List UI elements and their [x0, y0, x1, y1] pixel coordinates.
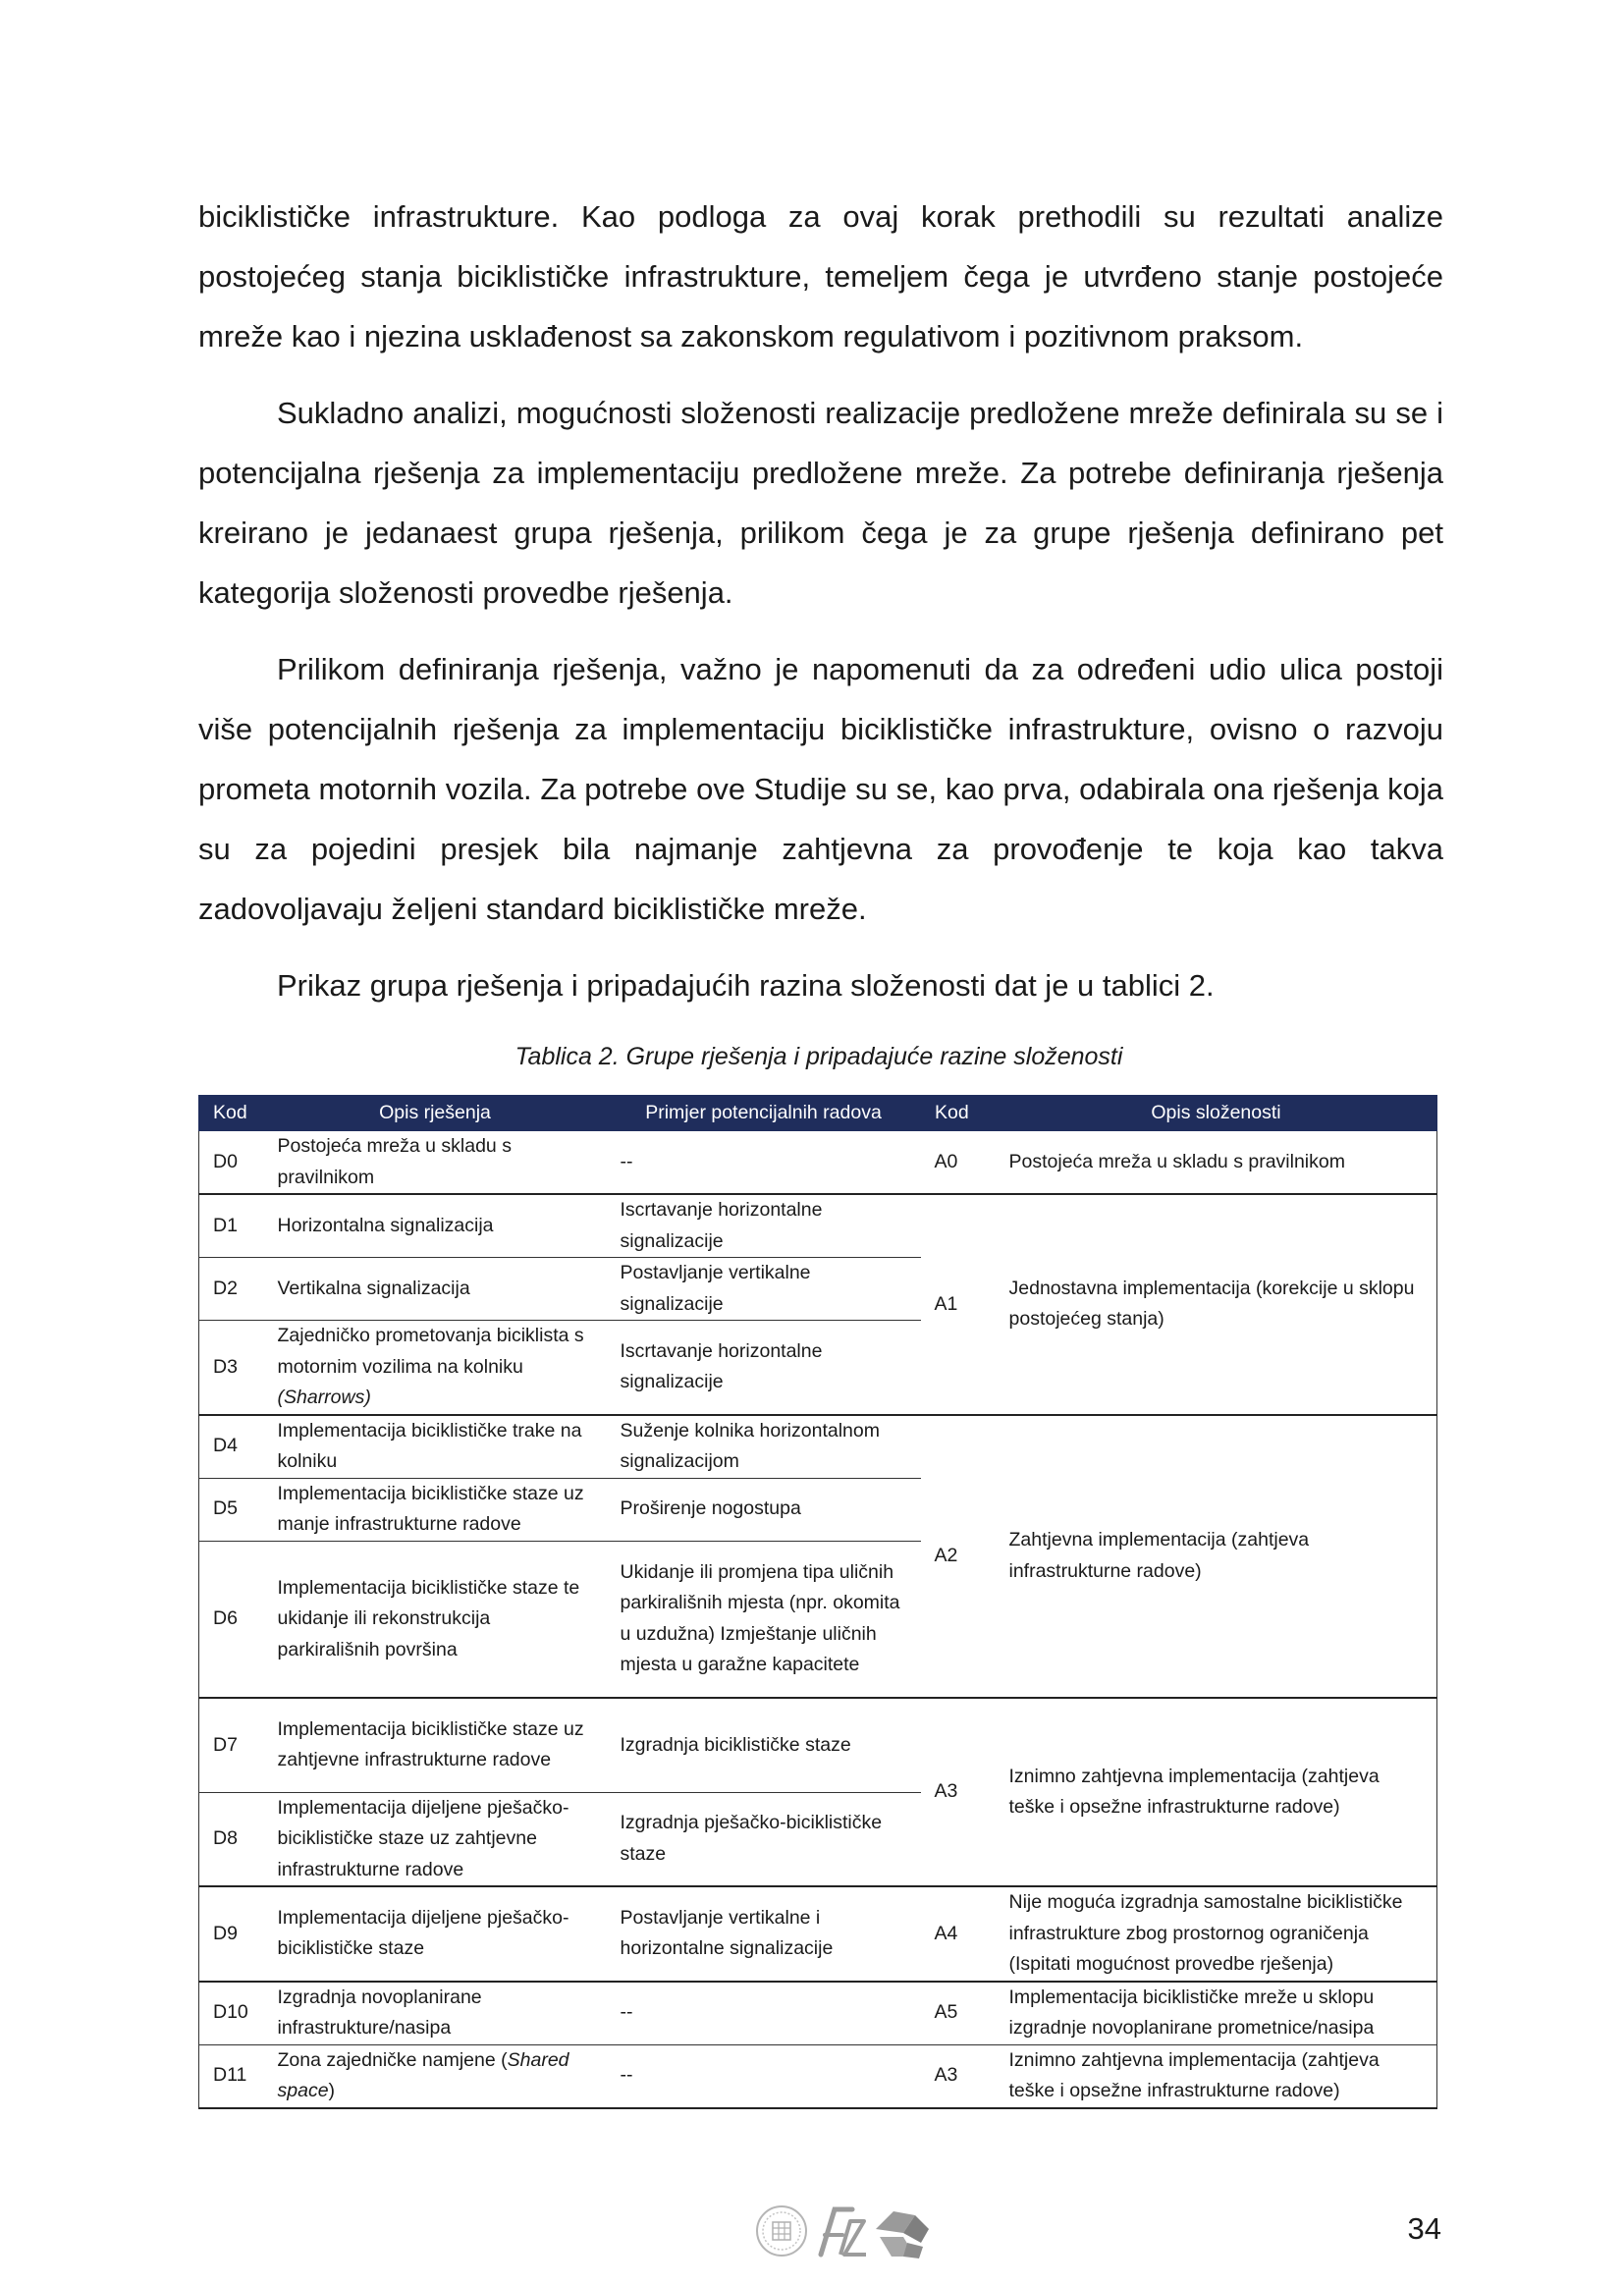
row-description-cell	[264, 2044, 607, 2108]
page-number: 34	[1407, 2211, 1441, 2246]
table-row	[199, 1415, 1437, 1479]
row-example: Izgradnja biciklističke staze	[607, 1698, 921, 1792]
row-code: D4	[199, 1415, 264, 1479]
paragraph-3: Prilikom definiranja rješenja, važno je napomenuti da za određeni udio ulica postoji više potencijalnih rješenja za implementaciju biciklističke infrastrukture, ovisno o razvoju prometa motornih vozila. Za potrebe ove Studije su se, kao prva, odabirala ona rješenja koja su za pojedini presjek bila najmanje zahtjevna za provođenje te koja kao takva zadovoljavaju željeni standard biciklističke mreže.	[198, 652, 1443, 926]
complexity-code: A3	[921, 1698, 996, 1886]
table-row	[199, 1194, 1437, 1258]
table-header-row	[199, 1096, 1437, 1131]
table-row	[199, 2044, 1437, 2108]
row-description: Implementacija dijeljene pješačko-biciklističke staze uz zahtjevne infrastrukturne radove	[264, 1792, 607, 1886]
row-example: Suženje kolnika horizontalnom signalizacijom	[607, 1415, 921, 1479]
header-kod: Kod	[199, 1096, 264, 1131]
row-example: --	[607, 1131, 921, 1195]
row-description: Postojeća mreža u skladu s pravilnikom	[264, 1131, 607, 1195]
row-example: Postavljanje vertikalne i horizontalne signalizacije	[607, 1886, 921, 1982]
row-code: D10	[199, 1982, 264, 2045]
faculty-fpz-logo-icon	[821, 2209, 866, 2255]
complexity-code: A0	[921, 1131, 996, 1195]
table-row	[199, 1982, 1437, 2045]
paragraph-1: biciklističke infrastrukture. Kao podloga za ovaj korak prethodili su rezultati analize postojećeg stanja biciklističke infrastrukture, temeljem čega je utvrđeno stanje postojeće mreže kao i njezina usklađenost sa zakonskom regulativom i pozitivnom praksom.	[198, 199, 1443, 354]
complexity-description: Postojeća mreža u skladu s pravilnikom	[996, 1131, 1437, 1195]
row-example: Ukidanje ili promjena tipa uličnih parkirališnih mjesta (npr. okomita u uzdužna) Izmještanje uličnih mjesta u garažne kapacitete	[607, 1541, 921, 1698]
header-opis-slozenosti: Opis složenosti	[996, 1096, 1437, 1131]
paragraph-4: Prikaz grupa rješenja i pripadajućih razina složenosti dat je u tablici 2.	[277, 968, 1215, 1003]
header-primjer-radova: Primjer potencijalnih radova	[607, 1096, 921, 1131]
row-description: Zajedničko prometovanja biciklista s motornim vozilima na kolniku	[277, 1325, 584, 1378]
row-description-italic: (Sharrows)	[277, 1387, 371, 1408]
complexity-code: A3	[921, 2044, 996, 2108]
complexity-code: A5	[921, 1982, 996, 2045]
row-code: D0	[199, 1131, 264, 1195]
table-caption: Tablica 2. Grupe rješenja i pripadajuće razine složenosti	[514, 1043, 1123, 1070]
complexity-description: Iznimno zahtjevna implementacija (zahtjeva teške i opsežne infrastrukturne radove)	[996, 1698, 1437, 1886]
row-description: Implementacija biciklističke staze uz zahtjevne infrastrukturne radove	[264, 1698, 607, 1792]
complexity-description: Implementacija biciklističke mreže u sklopu izgradnje novoplanirane prometnice/nasipa	[996, 1982, 1437, 2045]
row-code: D8	[199, 1792, 264, 1886]
row-description: Izgradnja novoplanirane infrastrukture/nasipa	[264, 1982, 607, 2045]
header-opis-rjesenja: Opis rješenja	[264, 1096, 607, 1131]
row-description-italic: Shared space	[277, 2048, 569, 2101]
complexity-code: A4	[921, 1886, 996, 1982]
row-example: Iscrtavanje horizontalne signalizacije	[607, 1321, 921, 1415]
table-row	[199, 1131, 1437, 1195]
complexity-description: Nije moguća izgradnja samostalne biciklističke infrastrukture zbog prostornog ograničenja (Ispitati mogućnost provedbe rješenja)	[996, 1886, 1437, 1982]
complexity-description: Zahtjevna implementacija (zahtjeva infrastrukturne radove)	[996, 1415, 1437, 1699]
paragraph-2: Sukladno analizi, mogućnosti složenosti realizacije predložene mreže definirala su se i potencijalna rješenja za implementaciju predložene mreže. Za potrebe definiranja rješenja kreirano je jedanaest grupa rješenja, prilikom čega je za grupe rješenja definirano pet kategorija složenosti provedbe rješenja.	[198, 396, 1443, 610]
body-text-top	[198, 187, 1443, 1015]
row-code: D5	[199, 1478, 264, 1541]
complexity-code: A2	[921, 1415, 996, 1699]
row-example: Postavljanje vertikalne signalizacije	[607, 1258, 921, 1321]
row-example: --	[607, 2044, 921, 2108]
row-description: Implementacija dijeljene pješačko-biciklističke staze	[264, 1886, 607, 1982]
row-description-after: )	[328, 2080, 336, 2101]
table-row	[199, 1886, 1437, 1982]
row-code: D9	[199, 1886, 264, 1982]
row-code: D6	[199, 1541, 264, 1698]
row-description: Vertikalna signalizacija	[264, 1258, 607, 1321]
row-code: D7	[199, 1698, 264, 1792]
row-description-cell	[264, 1321, 607, 1415]
header-kod-slozenosti: Kod	[921, 1096, 996, 1131]
row-code: D1	[199, 1194, 264, 1258]
row-description: Implementacija biciklističke staze uz manje infrastrukturne radove	[264, 1478, 607, 1541]
row-description: Horizontalna signalizacija	[264, 1194, 607, 1258]
row-example: Iscrtavanje horizontalne signalizacije	[607, 1194, 921, 1258]
complexity-description: Jednostavna implementacija (korekcije u sklopu postojećeg stanja)	[996, 1194, 1437, 1415]
row-example: Izgradnja pješačko-biciklističke staze	[607, 1792, 921, 1886]
row-example: Proširenje nogostupa	[607, 1478, 921, 1541]
row-description: Implementacija biciklističke staze te ukidanje ili rekonstrukcija parkirališnih površina	[264, 1541, 607, 1698]
university-seal-icon	[757, 2206, 806, 2256]
row-code: D3	[199, 1321, 264, 1415]
footer-logos	[756, 2200, 933, 2262]
institute-shapes-logo-icon	[876, 2211, 929, 2258]
solutions-table	[198, 1095, 1437, 2109]
row-example: --	[607, 1982, 921, 2045]
table-row	[199, 1698, 1437, 1792]
row-code: D11	[199, 2044, 264, 2108]
footer-logos-svg	[756, 2200, 933, 2262]
row-description: Zona zajedničke namjene (	[277, 2048, 508, 2071]
complexity-code: A1	[921, 1194, 996, 1415]
row-description: Implementacija biciklističke trake na kolniku	[264, 1415, 607, 1479]
complexity-description: Iznimno zahtjevna implementacija (zahtjeva teške i opsežne infrastrukturne radove)	[996, 2044, 1437, 2108]
row-code: D2	[199, 1258, 264, 1321]
